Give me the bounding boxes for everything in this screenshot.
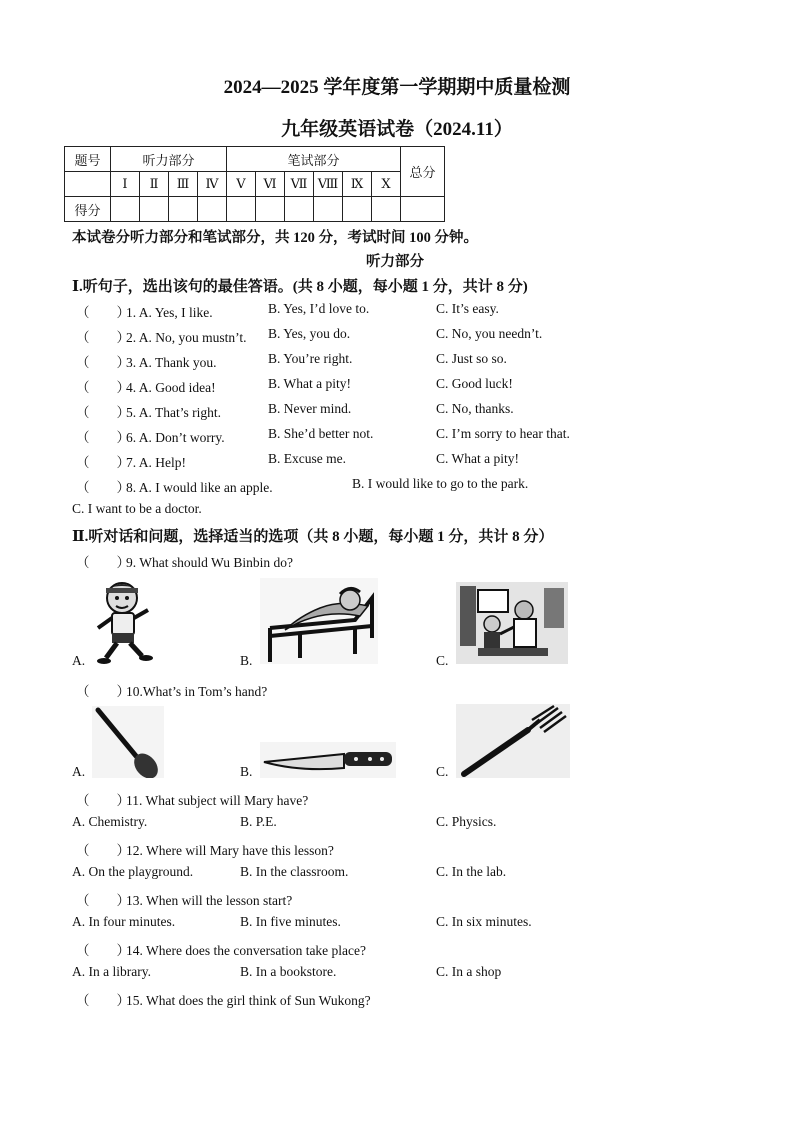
running-boy-picture[interactable] xyxy=(90,578,158,666)
question-row xyxy=(76,426,225,446)
score-table-total-label: 总分 xyxy=(401,147,445,197)
question-text: 12. Where will Mary have this lesson? xyxy=(126,843,334,858)
score-table-item-label: 题号 xyxy=(65,147,111,172)
doctor-visit-picture[interactable] xyxy=(456,582,568,664)
question-row xyxy=(76,551,293,571)
question-row xyxy=(76,476,273,496)
score-cell[interactable] xyxy=(198,197,227,222)
option-b: B. What a pity! xyxy=(268,376,351,391)
answer-blank[interactable]: （ ） xyxy=(76,555,130,570)
answer-blank[interactable]: （ ） xyxy=(76,993,130,1008)
option-b: B. She’d better not. xyxy=(268,426,374,441)
score-cell[interactable] xyxy=(140,197,169,222)
exam-intro: 本试卷分听力部分和笔试部分，共 120 分，考试时间 100 分钟。 xyxy=(72,230,478,246)
fork-picture[interactable] xyxy=(456,704,570,778)
score-table xyxy=(64,146,445,222)
score-cell[interactable] xyxy=(343,197,372,222)
option-b: B. Never mind. xyxy=(268,401,352,416)
answer-blank[interactable]: （ ） xyxy=(76,455,130,470)
option-b: B. In the classroom. xyxy=(240,864,349,879)
score-table-writing-label: 笔试部分 xyxy=(227,147,401,172)
option-b-label: B. xyxy=(240,653,253,668)
score-table-numeral: Ⅴ xyxy=(227,172,256,197)
question-text: 15. What does the girl think of Sun Wukong? xyxy=(126,993,371,1008)
answer-blank[interactable]: （ ） xyxy=(76,480,130,495)
section2-heading: Ⅱ.听对话和问题，选择适当的选项（共 8 小题，每小题 1 分，共计 8 分） xyxy=(72,529,554,545)
option-b: B. I would like to go to the park. xyxy=(352,476,529,491)
answer-blank[interactable]: （ ） xyxy=(76,430,130,445)
option-a-label: A. xyxy=(72,653,86,668)
answer-blank[interactable]: （ ） xyxy=(76,684,130,699)
option-a: A. In four minutes. xyxy=(72,914,176,929)
answer-blank[interactable]: （ ） xyxy=(76,355,130,370)
answer-blank[interactable]: （ ） xyxy=(76,405,130,420)
question-text: 3. A. Thank you. xyxy=(126,355,217,370)
bed-picture[interactable] xyxy=(260,578,378,664)
question-row xyxy=(76,326,247,346)
spoon-picture[interactable] xyxy=(92,706,164,778)
option-a-label: A. xyxy=(72,764,86,779)
option-c: C. In a shop xyxy=(436,964,502,979)
option-a: A. In a library. xyxy=(72,964,151,979)
option-b: B. Yes, I’d love to. xyxy=(268,301,370,316)
answer-blank[interactable]: （ ） xyxy=(76,305,130,320)
score-table-numeral: Ⅳ xyxy=(198,172,227,197)
question-text: 1. A. Yes, I like. xyxy=(126,305,213,320)
option-c: C. In six minutes. xyxy=(436,914,532,929)
option-c-label: C. xyxy=(436,764,449,779)
option-c: C. Good luck! xyxy=(436,376,513,391)
question-row xyxy=(76,376,216,396)
option-c: C. No, you needn’t. xyxy=(436,326,543,341)
question-row xyxy=(76,889,292,909)
score-cell[interactable] xyxy=(227,197,256,222)
option-a: A. On the playground. xyxy=(72,864,194,879)
question-row xyxy=(76,839,334,859)
score-table-blank xyxy=(65,172,111,197)
score-cell[interactable] xyxy=(111,197,140,222)
option-b: B. Yes, you do. xyxy=(268,326,351,341)
listening-heading: 听力部分 xyxy=(366,254,424,270)
question-text: 14. Where does the conversation take place? xyxy=(126,943,367,958)
score-cell[interactable] xyxy=(256,197,285,222)
score-table-numeral: Ⅸ xyxy=(343,172,372,197)
question-row xyxy=(76,401,221,421)
option-a: A. Chemistry. xyxy=(72,814,148,829)
answer-blank[interactable]: （ ） xyxy=(76,330,130,345)
score-table-numeral: Ⅹ xyxy=(372,172,401,197)
option-b: B. Excuse me. xyxy=(268,451,346,466)
option-c: C. Physics. xyxy=(436,814,497,829)
question-text: 9. What should Wu Binbin do? xyxy=(126,555,293,570)
score-cell[interactable] xyxy=(401,197,445,222)
option-b: B. P.E. xyxy=(240,814,277,829)
answer-blank[interactable]: （ ） xyxy=(76,943,130,958)
question-row xyxy=(76,939,366,959)
exam-title: 2024—2025 学年度第一学期期中质量检测 xyxy=(223,77,571,98)
option-b: B. In five minutes. xyxy=(240,914,341,929)
question-row xyxy=(76,680,267,700)
question-text: 8. A. I would like an apple. xyxy=(126,480,273,495)
question-text: 6. A. Don’t worry. xyxy=(126,430,225,445)
score-cell[interactable] xyxy=(314,197,343,222)
question-text: 5. A. That’s right. xyxy=(126,405,222,420)
option-b: B. In a bookstore. xyxy=(240,964,337,979)
question-row xyxy=(76,989,371,1009)
score-table-numeral: Ⅶ xyxy=(285,172,314,197)
option-c: C. No, thanks. xyxy=(436,401,514,416)
score-table-score-label: 得分 xyxy=(65,197,111,222)
question-text: 2. A. No, you mustn’t. xyxy=(126,330,247,345)
exam-subtitle: 九年级英语试卷（2024.11） xyxy=(281,119,513,140)
score-cell[interactable] xyxy=(169,197,198,222)
option-c: C. I’m sorry to hear that. xyxy=(436,426,570,441)
score-table-listening-label: 听力部分 xyxy=(111,147,227,172)
question-text: 11. What subject will Mary have? xyxy=(126,793,309,808)
option-c: C. In the lab. xyxy=(436,864,507,879)
knife-picture[interactable] xyxy=(260,742,396,778)
question-text: 4. A. Good idea! xyxy=(126,380,216,395)
score-cell[interactable] xyxy=(372,197,401,222)
question-row xyxy=(76,301,213,321)
score-table-numeral: Ⅰ xyxy=(111,172,140,197)
question-text: 13. When will the lesson start? xyxy=(126,893,293,908)
question-row xyxy=(76,789,308,809)
option-c: C. It’s easy. xyxy=(436,301,499,316)
answer-blank[interactable]: （ ） xyxy=(76,843,130,858)
question-row xyxy=(76,351,217,371)
section1-heading: Ⅰ.听句子，选出该句的最佳答语。(共 8 小题，每小题 1 分，共计 8 分) xyxy=(72,279,528,295)
option-c-label: C. xyxy=(436,653,449,668)
answer-blank[interactable]: （ ） xyxy=(76,793,130,808)
option-c: C. Just so so. xyxy=(436,351,507,366)
score-cell[interactable] xyxy=(285,197,314,222)
answer-blank[interactable]: （ ） xyxy=(76,380,130,395)
question-text: 10.What’s in Tom’s hand? xyxy=(126,684,268,699)
option-c: C. I want to be a doctor. xyxy=(72,501,202,516)
score-table-numeral: Ⅷ xyxy=(314,172,343,197)
score-table-numeral: Ⅲ xyxy=(169,172,198,197)
option-c: C. What a pity! xyxy=(436,451,519,466)
option-b: B. You’re right. xyxy=(268,351,353,366)
score-table-numeral: Ⅱ xyxy=(140,172,169,197)
option-b-label: B. xyxy=(240,764,253,779)
question-row xyxy=(76,451,186,471)
question-text: 7. A. Help! xyxy=(126,455,186,470)
score-table-numeral: Ⅵ xyxy=(256,172,285,197)
answer-blank[interactable]: （ ） xyxy=(76,893,130,908)
